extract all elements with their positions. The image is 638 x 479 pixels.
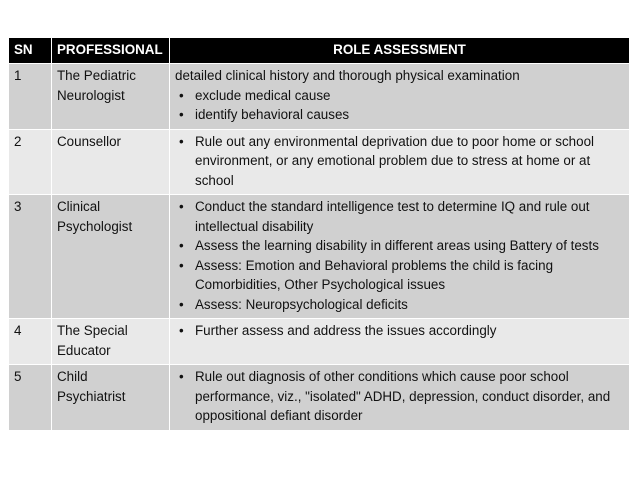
professional-line: Psychiatrist bbox=[57, 388, 126, 404]
table-row bbox=[9, 129, 630, 195]
row-role-assessment bbox=[170, 319, 630, 365]
professional-line: Educator bbox=[57, 342, 111, 358]
row-sn: 3 bbox=[9, 195, 52, 319]
role-bullet-item: • identify behavioral causes bbox=[175, 105, 624, 125]
row-sn: 5 bbox=[9, 365, 52, 431]
role-assessment-table bbox=[8, 37, 630, 431]
header-sn: SN bbox=[9, 38, 52, 64]
role-bullet-list bbox=[175, 321, 624, 341]
row-sn: 4 bbox=[9, 319, 52, 365]
role-bullet-item: • Assess: Neuropsychological deficits bbox=[175, 295, 624, 315]
header-row bbox=[9, 38, 630, 64]
row-professional bbox=[52, 129, 170, 195]
table-row bbox=[9, 365, 630, 431]
table-row bbox=[9, 195, 630, 319]
role-bullet-item: • Assess: Emotion and Behavioral problems the child is facing Comorbidities, Other Psychological issues bbox=[175, 256, 624, 295]
role-bullet-item: • Rule out any environmental deprivation due to poor home or school environment, or any emotional problem due to stress at home or at school bbox=[175, 132, 624, 191]
row-professional bbox=[52, 365, 170, 431]
row-sn: 2 bbox=[9, 129, 52, 195]
professional-line: Psychologist bbox=[57, 218, 133, 234]
row-sn: 1 bbox=[9, 64, 52, 130]
row-role-assessment bbox=[170, 129, 630, 195]
role-bullet-item: • Further assess and address the issues accordingly bbox=[175, 321, 624, 341]
role-bullet-item: • Assess the learning disability in different areas using Battery of tests bbox=[175, 236, 624, 256]
role-bullet-item: • Conduct the standard intelligence test to determine IQ and rule out intellectual disability bbox=[175, 197, 624, 236]
header-professional: PROFESSIONAL bbox=[52, 38, 170, 64]
row-role-assessment bbox=[170, 195, 630, 319]
row-professional bbox=[52, 64, 170, 130]
professional-line: Clinical bbox=[57, 199, 101, 214]
professional-line: Neurologist bbox=[57, 87, 125, 103]
role-bullet-list bbox=[175, 367, 624, 426]
header-role-assessment: ROLE ASSESSMENT bbox=[170, 38, 630, 64]
table-row bbox=[9, 319, 630, 365]
role-bullet-list bbox=[175, 197, 624, 314]
role-bullet-item: • exclude medical cause bbox=[175, 86, 624, 106]
role-bullet-list bbox=[175, 86, 624, 125]
role-bullet-item: • Rule out diagnosis of other conditions which cause poor school performance, viz., "isolated" ADHD, depression, conduct disorder, and oppositional defiant disorder bbox=[175, 367, 624, 426]
professional-line: Counsellor bbox=[57, 133, 122, 149]
role-lead-text: detailed clinical history and thorough physical examination bbox=[175, 68, 520, 83]
professional-line: Child bbox=[57, 369, 88, 384]
row-professional bbox=[52, 195, 170, 319]
row-role-assessment bbox=[170, 64, 630, 130]
table-row bbox=[9, 64, 630, 130]
professional-line: The Pediatric bbox=[57, 68, 136, 83]
professional-line: The Special bbox=[57, 323, 128, 338]
role-bullet-list bbox=[175, 132, 624, 191]
row-role-assessment bbox=[170, 365, 630, 431]
row-professional bbox=[52, 319, 170, 365]
